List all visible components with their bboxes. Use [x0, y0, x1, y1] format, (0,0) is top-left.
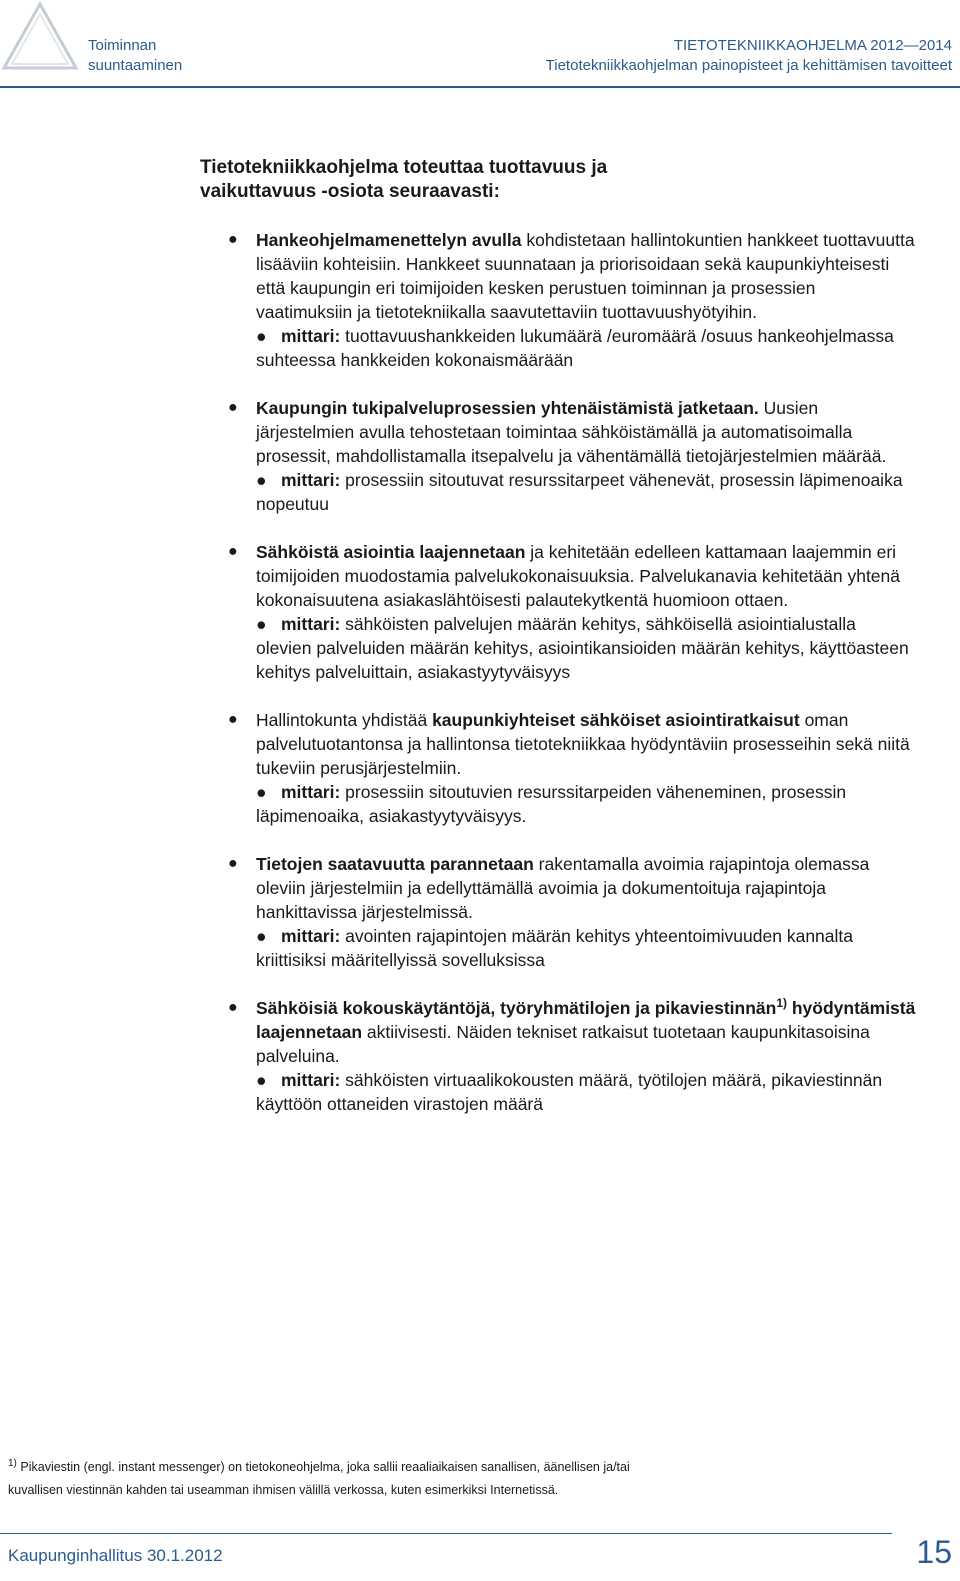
bullet-icon: ● — [228, 711, 238, 728]
item-bold: Tietojen saatavuutta parannetaan — [256, 854, 534, 874]
metric-text: avointen rajapintojen määrän kehitys yhteentoimivuuden kannalta kriittisiksi määritellyissä sovelluksissa — [256, 926, 853, 970]
footer-publisher: Kaupunginhallitus 30.1.2012 — [8, 1546, 223, 1565]
bullet-icon: ● — [228, 231, 238, 248]
metric-text: tuottavuushankkeiden lukumäärä /euromäärä /osuus hankeohjelmassa suhteessa hankkeiden kokonaismäärään — [256, 326, 894, 370]
footnote — [8, 1456, 938, 1502]
footnote-mark: 1) — [8, 1458, 17, 1469]
item-text: Uusien järjestelmien avulla tehostetaan toimintaa sähköistämällä ja automatisoimalla prosessit, mahdollistamalla itsepalvelu ja vähentämällä tietojärjestelmien määrää. — [256, 398, 887, 466]
metric-line — [226, 780, 916, 828]
metric-line — [226, 468, 916, 516]
item-pre-text: Hallintokunta yhdistää — [256, 710, 433, 730]
metric-line — [226, 1068, 916, 1116]
header-divider — [0, 86, 960, 88]
metric-label: mittari: — [281, 614, 341, 634]
intro-heading — [200, 156, 900, 204]
bullet-icon: ● — [228, 543, 238, 560]
metric-label: mittari: — [281, 470, 341, 490]
list-item — [226, 852, 916, 972]
list-item — [226, 708, 916, 828]
item-bold-continued: hyödyntämistä laajennetaan — [256, 998, 916, 1042]
metric-line — [226, 924, 916, 972]
item-text: ja kehitetään edelleen kattamaan laajemmin eri toimijoiden muodostamia palvelukokonaisuuksia. Palvelukanavia kehitetään yhtenä kokonaisuutena asiakaslähtöisesti palautekytkentä huomioon ottaen. — [256, 542, 901, 610]
sub-bullet-icon: ● — [256, 470, 267, 490]
footnote-reference: 1) — [776, 996, 787, 1010]
sub-bullet-icon: ● — [256, 782, 267, 802]
triangle-logo-icon — [0, 0, 80, 72]
document-title-line1: TIETOTEKNIIKKAOHJELMA 2012—2014 — [673, 37, 952, 54]
footer-divider — [0, 1533, 892, 1534]
metric-text: prosessiin sitoutuvat resurssitarpeet vähenevät, prosessin läpimenoaika nopeutuu — [256, 470, 903, 514]
metric-label: mittari: — [281, 926, 341, 946]
bullet-list — [226, 228, 916, 1140]
intro-heading-line1: Tietotekniikkaohjelma toteuttaa tuottavuus ja — [200, 157, 608, 178]
footnote-line2: kuvallisen viestinnän kahden tai useamman ihmisen välillä verkossa, kuten esimerkiksi Internetissä. — [8, 1483, 559, 1497]
item-bold: kaupunkiyhteiset sähköiset asiointiratkaisut — [432, 710, 800, 730]
item-bold: Sähköistä asiointia laajennetaan — [256, 542, 526, 562]
list-item — [226, 540, 916, 684]
item-text: aktiivisesti. Näiden tekniset ratkaisut tuotetaan kaupunkitasoisina palveluina. — [256, 1022, 870, 1066]
bullet-icon: ● — [228, 855, 238, 872]
list-item — [226, 396, 916, 516]
list-item — [226, 996, 916, 1116]
metric-text: sähköisten palvelujen määrän kehitys, sähköisellä asiointialustalla olevien palveluiden määrän kehitys, asiointikansioiden määrän kehitys, käyttöasteen kehitys palveluittain, asiakastyytyväisyys — [256, 614, 909, 682]
section-label — [88, 36, 182, 76]
bullet-icon: ● — [228, 399, 238, 416]
item-text: rakentamalla avoimia rajapintoja olemassa oleviin järjestelmiin ja edellyttämällä avoimia ja dokumentoituja rajapintoja hankittavissa järjestelmissä. — [256, 854, 870, 922]
document-title-line2: Tietotekniikkaohjelman painopisteet ja kehittämisen tavoitteet — [545, 57, 952, 74]
metric-line — [226, 612, 916, 684]
item-bold: Hankeohjelmamenettelyn avulla — [256, 230, 522, 250]
item-text: oman palvelutuotantonsa ja hallintonsa tietotekniikkaa hyödyntäviin prosesseihin sekä niitä tukeviin perusjärjestelmiin. — [256, 710, 910, 778]
metric-label: mittari: — [281, 326, 341, 346]
metric-label: mittari: — [281, 782, 341, 802]
item-bold: Sähköisiä kokouskäytäntöjä, työryhmätilojen ja pikaviestinnän — [256, 998, 777, 1018]
sub-bullet-icon: ● — [256, 926, 267, 946]
section-label-line1: Toiminnan — [88, 37, 157, 54]
item-text: kohdistetaan hallintokuntien hankkeet tuottavuutta lisääviin kohteisiin. Hankkeet suunnataan ja priorisoidaan sekä kaupunkiyhteisesti että kaupungin eri toimijoiden kesken perustuen toiminnan ja prosessien vaatimuksiin ja tietotekniikalla saavutettaviin tuottavuushyötyihin. — [256, 230, 915, 322]
intro-heading-line2: vaikuttavuus -osiota seuraavasti: — [200, 181, 500, 202]
section-label-line2: suuntaaminen — [88, 57, 183, 74]
document-title — [546, 36, 952, 76]
metric-line — [226, 324, 916, 372]
page-number: 15 — [916, 1534, 952, 1570]
metric-text: prosessiin sitoutuvien resurssitarpeiden väheneminen, prosessin läpimenoaika, asiakastyytyväisyys. — [256, 782, 847, 826]
sub-bullet-icon: ● — [256, 1070, 267, 1090]
metric-text: sähköisten virtuaalikokousten määrä, työtilojen määrä, pikaviestinnän käyttöön ottaneiden virastojen määrä — [256, 1070, 883, 1114]
footnote-line1: Pikaviestin (engl. instant messenger) on tietokoneohjelma, joka sallii reaaliaikaisen sanallisen, äänellisen ja/tai — [16, 1460, 630, 1474]
item-bold: Kaupungin tukipalveluprosessien yhtenäistämistä jatketaan. — [256, 398, 759, 418]
metric-label: mittari: — [281, 1070, 341, 1090]
bullet-icon: ● — [228, 999, 238, 1016]
sub-bullet-icon: ● — [256, 614, 267, 634]
list-item — [226, 228, 916, 372]
sub-bullet-icon: ● — [256, 326, 267, 346]
